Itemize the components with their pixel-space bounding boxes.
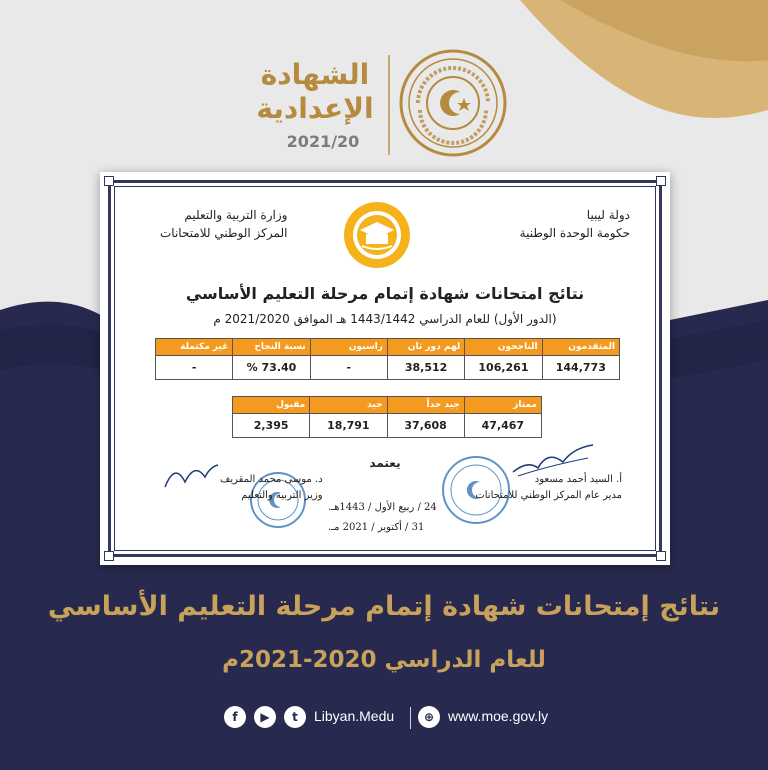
headline-title: نتائج إمتحانات شهادة إتمام مرحلة التعليم الأساسي <box>47 591 721 622</box>
government-seal-icon <box>398 48 508 158</box>
approval-label: يعتمد <box>369 456 401 470</box>
table-row <box>156 356 620 380</box>
value-applicants: 144,773 <box>542 356 619 380</box>
brand-line2: الإعدادية <box>256 92 374 125</box>
header-incomplete: غير مكتملة <box>156 339 233 356</box>
header-ministry-line1: وزارة التربية والتعليم <box>184 208 288 222</box>
header-passed: الناجحون <box>465 339 542 356</box>
header-acceptable: مقبول <box>233 397 310 414</box>
header-ministry-line2: المركز الوطني للامتحانات <box>160 226 288 240</box>
header-excellent: ممتاز <box>464 397 541 414</box>
header-ministry <box>160 206 287 242</box>
header-country <box>520 206 630 242</box>
social-handle[interactable]: Libyan.Medu <box>314 708 395 724</box>
header-country-line1: دولة ليبيا <box>586 208 630 222</box>
signature-block-director <box>475 472 622 504</box>
results-certificate <box>100 172 670 565</box>
value-second-round: 38,512 <box>387 356 464 380</box>
document-subtitle: (الدور الأول) للعام الدراسي 1443/1442 هـ الموافق 2021/2020 م <box>213 312 557 326</box>
brand-title <box>250 58 380 126</box>
exams-center-logo-icon <box>342 200 412 270</box>
value-very-good: 37,608 <box>387 414 464 438</box>
brand-divider <box>388 55 390 155</box>
header-country-line2: حكومة الوحدة الوطنية <box>519 226 630 240</box>
minister-name: د. موسى محمد المقريف <box>220 474 323 485</box>
hijri-date: 24 / ربيع الأول / 1443هـ. <box>328 502 437 513</box>
value-good: 18,791 <box>310 414 387 438</box>
document-title: نتائج امتحانات شهادة إتمام مرحلة التعليم الأساسي <box>185 284 585 303</box>
director-title: مدير عام المركز الوطني للامتحانات <box>475 490 622 501</box>
frame-corner <box>104 176 114 186</box>
header-second-round: لهم دور ثان <box>387 339 464 356</box>
grades-table <box>232 396 542 438</box>
brand-line1: الشهادة <box>260 58 370 91</box>
minister-title: وزير التربية والتعليم <box>241 490 323 501</box>
signature-block-minister <box>220 472 323 504</box>
facebook-icon[interactable]: f <box>224 706 246 728</box>
twitter-icon[interactable]: t <box>284 706 306 728</box>
value-acceptable: 2,395 <box>233 414 310 438</box>
table-row <box>233 414 542 438</box>
results-summary-table <box>155 338 620 380</box>
gregorian-date: 31 / أكتوبر / 2021 مـ. <box>328 522 425 533</box>
globe-icon: ⊕ <box>418 706 440 728</box>
youtube-icon[interactable]: ▶ <box>254 706 276 728</box>
signature-minister <box>160 457 220 493</box>
website-link[interactable]: www.moe.gov.ly <box>448 708 549 724</box>
header-very-good: جيد جداً <box>387 397 464 414</box>
value-pass-rate: % 73.40 <box>233 356 310 380</box>
header-applicants: المتقدمون <box>542 339 619 356</box>
header-good: جيد <box>310 397 387 414</box>
header-failed: راسبون <box>310 339 387 356</box>
brand-year: 2021/20 <box>286 132 360 151</box>
value-excellent: 47,467 <box>464 414 541 438</box>
header-pass-rate: نسبة النجاح <box>233 339 310 356</box>
table-header-row <box>233 397 542 414</box>
value-passed: 106,261 <box>465 356 542 380</box>
frame-corner <box>656 551 666 561</box>
table-header-row <box>156 339 620 356</box>
director-name: أ. السيد أحمد مسعود <box>534 474 622 485</box>
frame-corner <box>104 551 114 561</box>
value-failed: - <box>310 356 387 380</box>
headline-subtitle: للعام الدراسي 2020-2021م <box>222 647 546 673</box>
value-incomplete: - <box>156 356 233 380</box>
frame-corner <box>656 176 666 186</box>
footer-divider <box>410 707 411 729</box>
